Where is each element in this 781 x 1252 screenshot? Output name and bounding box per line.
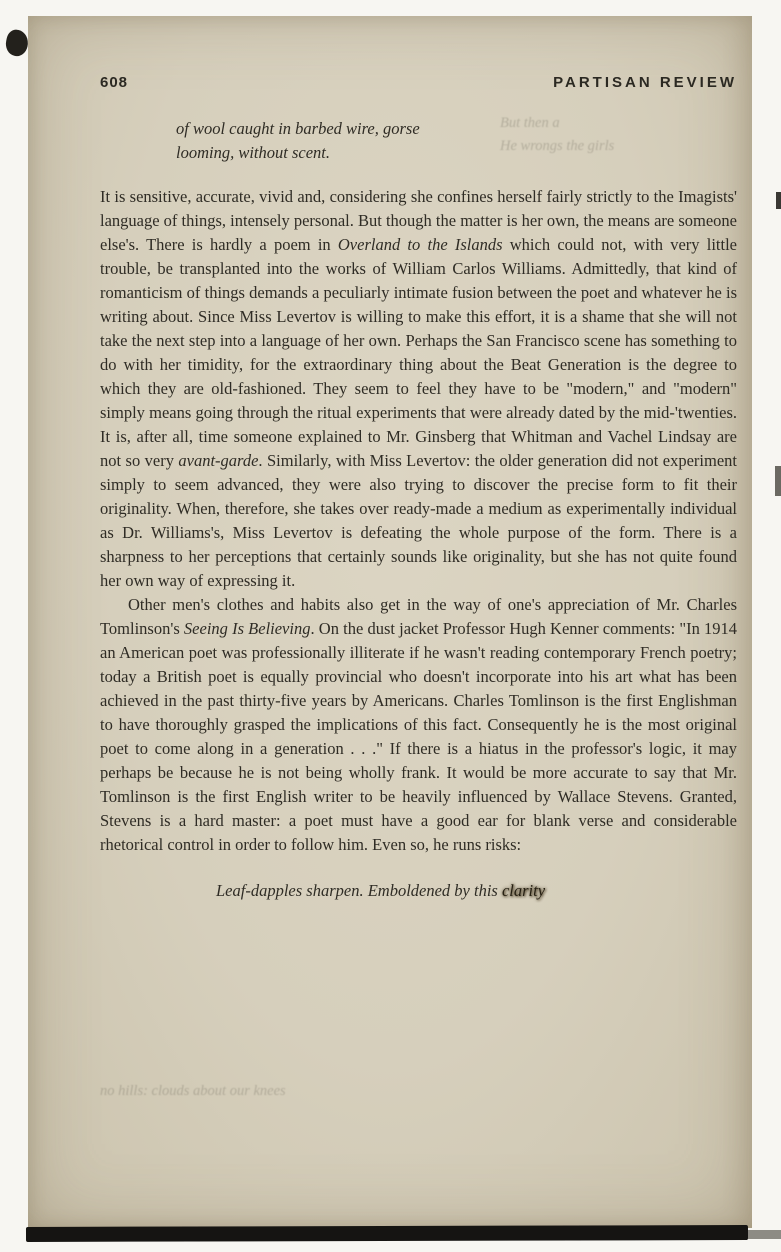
- scan-artifact-edge-tick-1: [776, 192, 781, 209]
- scan-artifact-corner: [4, 28, 31, 58]
- epigraph-verse: [176, 117, 737, 165]
- ghost-line: no hills: clouds about our knees: [100, 1083, 286, 1099]
- ghost-showthrough-bottom: [100, 1080, 286, 1103]
- paragraph-text: which could not, with very little trouble, be transplanted into the works of William Carlos Williams. Admittedly, that kind of romanticism of things demands a peculiarly intimate fusion between the poet and whatever he is writing about. Since Miss Levertov is willing to make this effort, it is a shame that she will not take the next step into a language of her own. Perhaps the San Francisco scene has something to do with her timidity, for the extraordinary thing about the Beat Generation is the degree to which they are old-fashioned. They seem to feel they have to be "modern," and "modern" simply means going through the ritual experiments that were already dated by the mid-'twenties. It is, after all, time someone explained to Mr. Ginsberg that Whitman and Vachel Lindsay are not so very: [100, 235, 737, 470]
- page-number: 608: [100, 74, 129, 91]
- page-header: [100, 74, 737, 91]
- smudged-word: clarity: [501, 881, 546, 900]
- ghost-line: He wrongs the girls: [500, 138, 615, 154]
- page-content: [100, 74, 737, 903]
- scan-artifact-bottom-bar-right: [748, 1230, 781, 1239]
- journal-title: PARTISAN REVIEW: [553, 74, 737, 91]
- book-title-italic: Seeing Is Believing: [183, 619, 311, 638]
- paragraph-text: Other men's clothes and habits also get in the way of one's appreciation of Mr. Charles Tomlinson's: [100, 595, 737, 638]
- paragraph-levertov: [100, 185, 737, 593]
- foreign-phrase-italic: avant-garde: [178, 451, 259, 470]
- scan-artifact-bottom-bar: [26, 1225, 748, 1242]
- closing-verse-text: Leaf-dapples sharpen. Emboldened by this: [216, 881, 502, 900]
- epigraph-line: looming, without scent.: [176, 143, 330, 162]
- paragraph-text: . Similarly, with Miss Levertov: the older generation did not experiment simply to seem advanced, they were also trying to discover the precise form to fit their originality. When, therefore, she takes over ready-made a medium as experimentally individual as Dr. Williams's, Miss Levertov is defeating the whole purpose of the form. There is a sharpness to her perceptions that certainly sounds like originality, but she has not quite found her own way of expressing it.: [100, 451, 737, 590]
- scan-artifact-edge-tick-2: [775, 466, 781, 496]
- paragraph-text: . On the dust jacket Professor Hugh Kenner comments: "In 1914 an American poet was professionally illiterate if he wasn't reading contemporary French poetry; today a British poet is equally provincial who doesn't incorporate into his art what has been achieved in the past thirty-five years by Americans. Charles Tomlinson is the first Englishman to have thoroughly grasped the implications of this fact. Consequently he is the most original poet to come along in a generation . . ." If there is a hiatus in the professor's logic, it may perhaps be because he is not being wholly frank. It would be more accurate to say that Mr. Tomlinson is the first English writer to be heavily influenced by Wallace Stevens. Granted, Stevens is a hard master: a poet must have a good ear for blank verse and considerable rhetorical control in order to follow him. Even so, he runs risks:: [100, 619, 738, 854]
- epigraph-line: of wool caught in barbed wire, gorse: [176, 119, 420, 138]
- paragraph-tomlinson: [100, 593, 737, 857]
- closing-verse-line: [216, 879, 737, 903]
- ghost-line: But then a: [500, 115, 560, 131]
- paragraph-text: It is sensitive, accurate, vivid and, considering she confines herself fairly strictly to the Imagists' language of things, intensely personal. But though the matter is her own, the means are someone else's. There is hardly a poem in: [100, 187, 737, 254]
- book-title-italic: Overland to the Islands: [337, 235, 503, 254]
